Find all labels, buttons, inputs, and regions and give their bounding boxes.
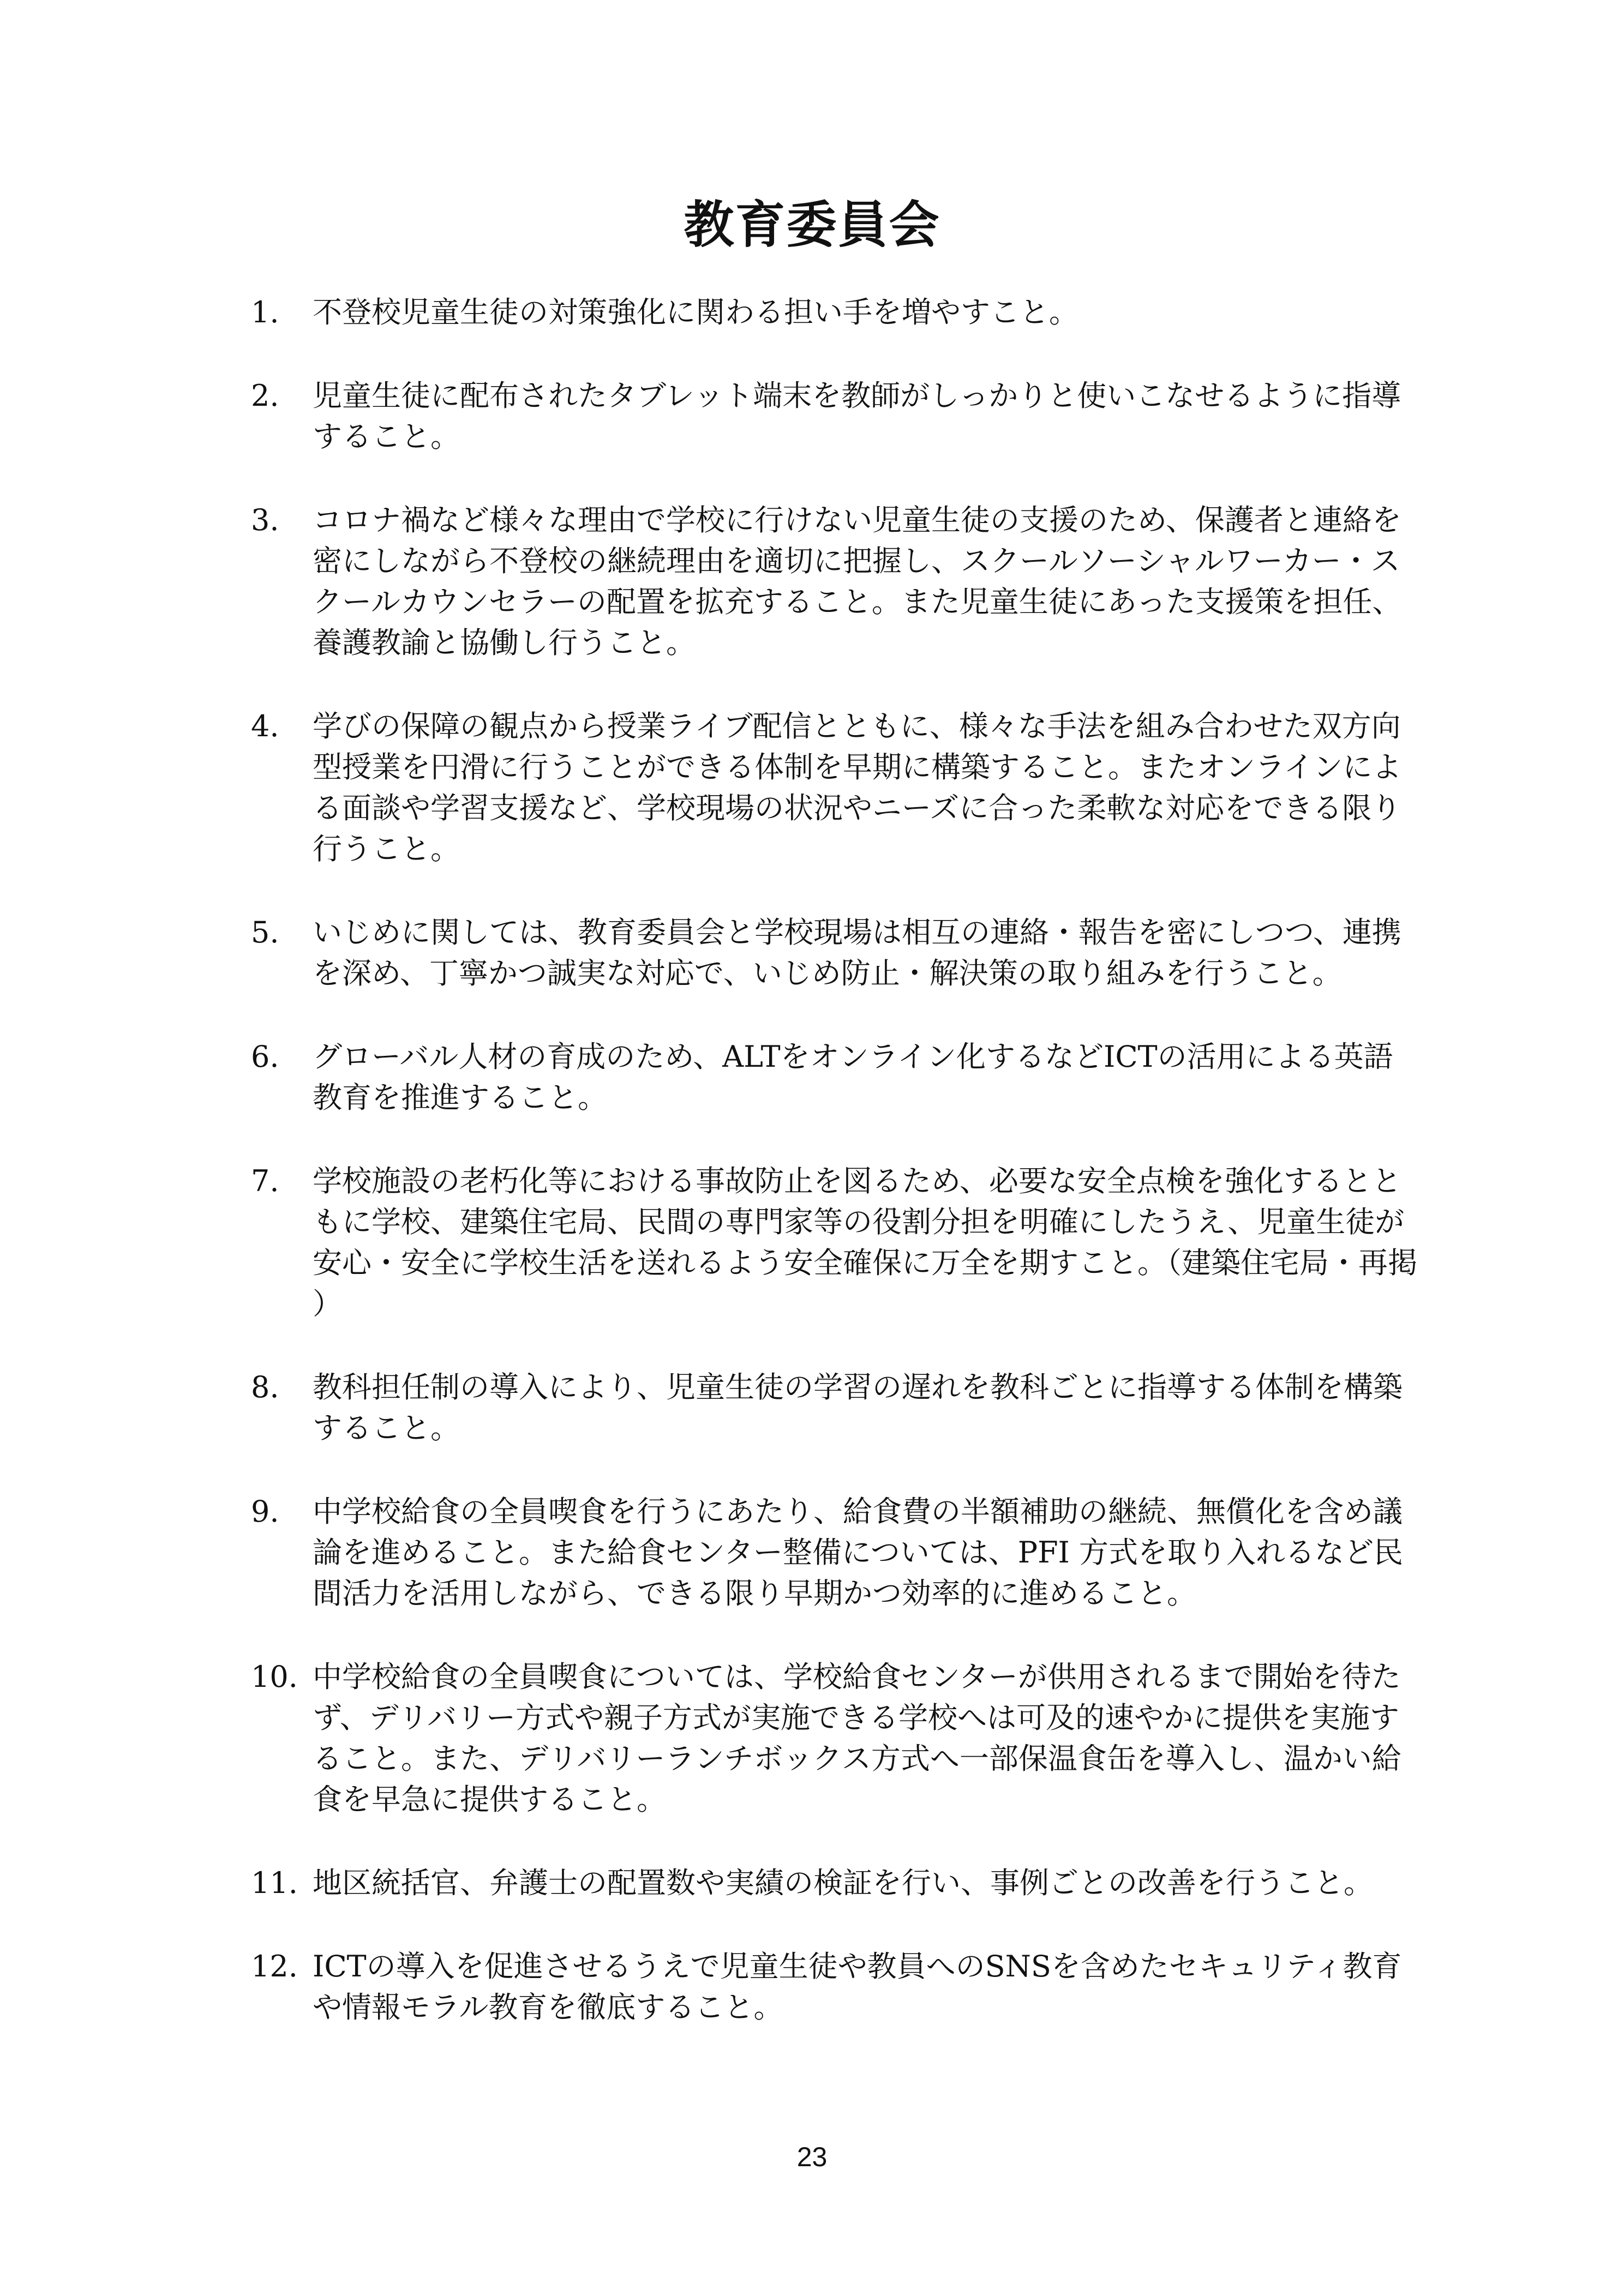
item-text: 中学校給食の全員喫食については、学校給食センターが供用されるまで開始を待たず、デリバリー方式や親子方式が実施できる学校へは可及的速やかに提供を実施すること。また、デリバリーランチボックス方式へ一部保温食缶を導入し、温かい給食を早急に提供すること。: [313, 1660, 1401, 1817]
item-number: 12.: [251, 1949, 298, 1984]
item-number: 5.: [251, 915, 279, 949]
item-number: 8.: [251, 1370, 279, 1404]
request-list: [251, 292, 1418, 2070]
item-text: 学校施設の老朽化等における事故防止を図るため、必要な安全点検を強化するとともに学校、建築住宅局、民間の専門家等の役割分担を明確にしたうえ、児童生徒が安心・安全に学校生活を送れるよう安全確保に万全を期すこと。（建築住宅局・再掲）: [313, 1164, 1417, 1321]
list-item: [251, 375, 1418, 457]
item-number: 1.: [251, 295, 279, 329]
list-item: [251, 500, 1418, 663]
list-item: [251, 292, 1418, 333]
list-item: [251, 1946, 1418, 2028]
item-number: 11.: [251, 1866, 298, 1900]
item-text: いじめに関しては、教育委員会と学校現場は相互の連絡・報告を密にしつつ、連携を深め、丁寧かつ誠実な対応で、いじめ防止・解決策の取り組みを行うこと。: [313, 915, 1401, 990]
item-text: 中学校給食の全員喫食を行うにあたり、給食費の半額補助の継続、無償化を含め議論を進めること。また給食センター整備については、PFI 方式を取り入れるなど民間活力を活用しながら、できる限り早期かつ効率的に進めること。: [313, 1494, 1404, 1610]
list-item: [251, 912, 1418, 994]
list-item: [251, 1367, 1418, 1448]
list-item: [251, 1161, 1418, 1324]
item-text: 教科担任制の導入により、児童生徒の学習の遅れを教科ごとに指導する体制を構築すること。: [313, 1370, 1403, 1445]
item-number: 10.: [251, 1660, 298, 1694]
item-number: 6.: [251, 1039, 279, 1074]
list-item: [251, 1036, 1418, 1118]
item-text: 児童生徒に配布されたタブレット端末を教師がしっかりと使いこなせるように指導すること。: [313, 378, 1401, 454]
item-number: 4.: [251, 709, 279, 743]
item-text: 不登校児童生徒の対策強化に関わる担い手を増やすこと。: [313, 295, 1078, 329]
item-number: 9.: [251, 1494, 279, 1529]
item-text: コロナ禍など様々な理由で学校に行けない児童生徒の支援のため、保護者と連絡を密にしながら不登校の継続理由を適切に把握し、スクールソーシャルワーカー・スクールカウンセラーの配置を拡充すること。また児童生徒にあった支援策を担任、養護教諭と協働し行うこと。: [313, 503, 1402, 660]
list-item: [251, 1656, 1418, 1820]
item-text: 学びの保障の観点から授業ライブ配信とともに、様々な手法を組み合わせた双方向型授業を円滑に行うことができる体制を早期に構築すること。またオンラインによる面談や学習支援など、学校現場の状況やニーズに合った柔軟な対応をできる限り行うこと。: [313, 709, 1402, 866]
item-text: ICTの導入を促進させるうえで児童生徒や教員へのSNSを含めたセキュリティ教育や情報モラル教育を徹底すること。: [313, 1949, 1402, 2024]
item-text: 地区統括官、弁護士の配置数や実績の検証を行い、事例ごとの改善を行うこと。: [313, 1866, 1373, 1900]
item-number: 7.: [251, 1164, 279, 1198]
item-number: 2.: [251, 378, 279, 413]
item-number: 3.: [251, 503, 279, 537]
list-item: [251, 706, 1418, 869]
list-item: [251, 1491, 1418, 1614]
page-number: 23: [796, 2142, 828, 2172]
item-text: グローバル人材の育成のため、ALTをオンライン化するなどICTの活用による英語教育を推進すること。: [313, 1039, 1393, 1115]
list-item: [251, 1862, 1418, 1903]
page-title: 教育委員会: [684, 196, 940, 254]
